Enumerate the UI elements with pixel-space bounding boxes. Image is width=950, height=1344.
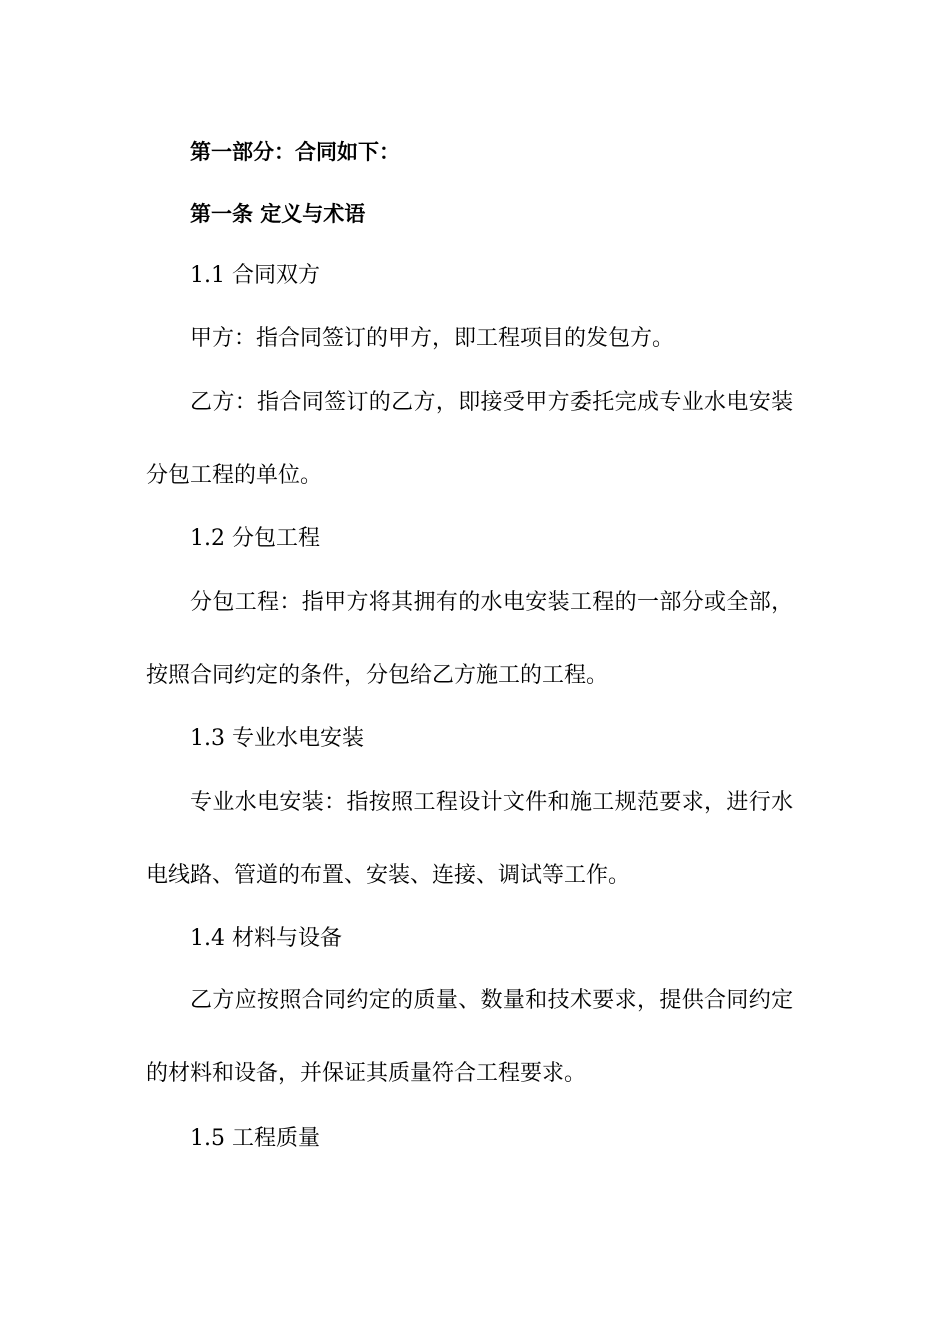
section-title-1-4: 1.4 材料与设备 (190, 926, 342, 951)
section-title-1-5: 1.5 工程质量 (190, 1126, 320, 1151)
section-title-1-2: 1.2 分包工程 (190, 526, 320, 551)
materials-clause-line1: 乙方应按照合同约定的质量、数量和技术要求，提供合同约定 (190, 988, 794, 1013)
party-b-definition-line2: 分包工程的单位。 (146, 463, 323, 488)
subcontract-definition-line2: 按照合同约定的条件，分包给乙方施工的工程。 (146, 663, 609, 688)
subcontract-definition-line1: 分包工程：指甲方将其拥有的水电安装工程的一部分或全部， (190, 590, 794, 615)
section-title-1-1: 1.1 合同双方 (190, 263, 320, 288)
installation-definition-line1: 专业水电安装：指按照工程设计文件和施工规范要求，进行水 (190, 790, 794, 815)
article-heading: 第一条 定义与术语 (190, 202, 366, 226)
party-a-definition: 甲方：指合同签订的甲方，即工程项目的发包方。 (190, 326, 675, 351)
party-b-definition-line1: 乙方：指合同签订的乙方，即接受甲方委托完成专业水电安装 (190, 390, 794, 415)
part-heading: 第一部分：合同如下： (190, 140, 400, 164)
installation-definition-line2: 电线路、管道的布置、安装、连接、调试等工作。 (146, 863, 631, 888)
materials-clause-line2: 的材料和设备，并保证其质量符合工程要求。 (146, 1061, 587, 1086)
section-title-1-3: 1.3 专业水电安装 (190, 726, 364, 751)
